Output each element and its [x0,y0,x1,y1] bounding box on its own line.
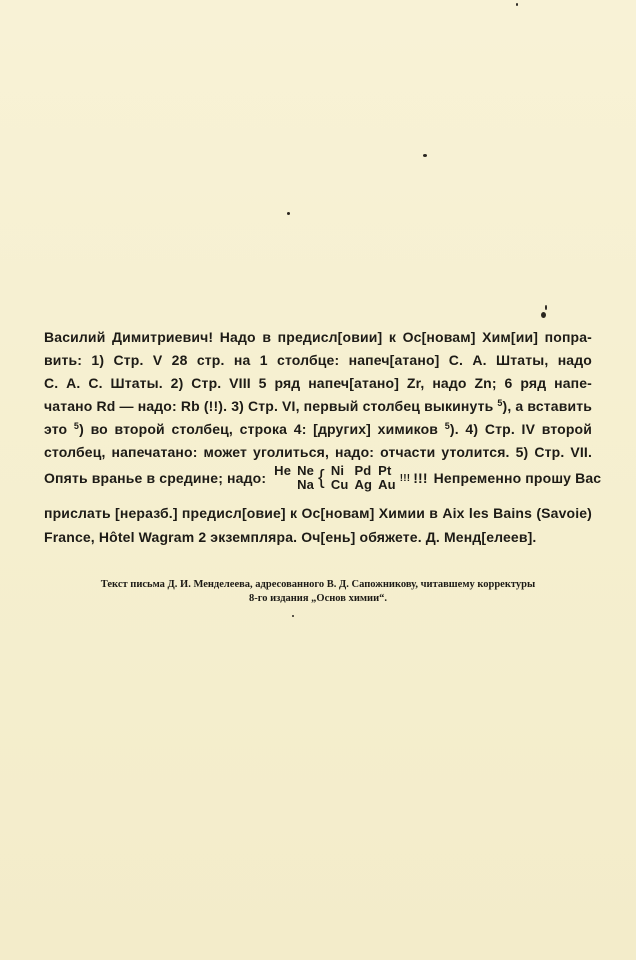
scan-speck [423,154,427,157]
letter-line-3 [44,371,592,395]
exclamation-small: !!! [399,472,411,484]
letter-line-3-text: С. А. С. Штаты. 2) Стр. VIII 5 ряд напеч[атано] Zr, надо Zn; 6 ряд напе- [44,375,592,391]
letter-line-4-text: чатано Rd — надо: Rb (!!). 3) Стр. VI, первый столбец выкинуть [44,398,494,414]
letter-line-5-mid: ) во второй столбец, строка 4: [других] химиков [79,421,439,437]
element-ag: Ag [354,477,373,492]
footnote-marker: 5 [444,421,450,432]
element-na: Na [297,477,314,492]
element-group-pd-ag [354,464,372,492]
element-au: Au [378,477,396,492]
scan-speck [292,615,294,617]
element-he: He [274,463,292,478]
letter-line-5 [44,417,592,441]
element-cu: Cu [330,477,349,492]
caption-line-2: 8-го издания „Основ химии“. [248,593,387,604]
letter-line-9 [44,525,592,549]
exclamation-big: !!! [413,470,428,486]
letter-line-2-text: вить: 1) Стр. V 28 стр. на 1 столбце: напеч[атано] С. А. Штаты, надо [44,352,592,368]
letter-line-6-text: столбец, напечатано: может уголиться, надо: отчасти утолится. 5) Стр. VII. [44,444,592,460]
caption [44,578,592,606]
element-ni: Ni [330,463,345,478]
letter-line-1-text: Василий Димитриевич! Надо в предисл[овии] к Ос[новам] Хим[ии] попра- [44,329,592,345]
letter-line-5-end: ). 4) Стр. IV второй [449,421,592,437]
element-ne: Ne [297,463,314,478]
letter-line-7-end: Непременно прошу Вас [433,470,602,486]
letter-line-4 [44,394,592,418]
element-group-ne-na [297,464,314,492]
letter-line-4-end: ), а вставить [502,398,592,414]
caption-line-1: Текст письма Д. И. Менделеева, адресованного В. Д. Сапожникову, читавшему корректуры [100,579,536,590]
letter-line-7-formula [44,461,602,495]
curly-brace: { [318,467,325,489]
element-group-he [274,464,291,492]
letter-line-1 [44,325,592,349]
scan-speck [287,212,290,215]
footnote-marker: 5 [73,421,80,432]
scan-speck [545,305,547,310]
scan-speck [516,3,518,6]
element-group-ni-cu [331,464,349,492]
element-pd: Pd [354,463,372,478]
scan-speck [541,312,546,318]
letter-line-2 [44,348,592,372]
letter-line-9-text: France, Hôtel Wagram 2 экземпляра. Оч[ень] обяжете. Д. Менд[елеев]. [44,529,537,545]
element-pt: Pt [378,463,392,478]
element-empty [274,478,291,492]
letter-line-7-start: Опять вранье в средине; надо: [44,470,267,486]
element-group-pt-au [378,464,396,492]
letter-line-5-start: это [44,421,68,437]
letter-line-8 [44,501,592,525]
footnote-marker: 5 [497,398,503,409]
letter-line-8-text: прислать [неразб.] предисл[овие] к Ос[новам] Химии в Aix les Bains (Savoie) [44,505,592,521]
